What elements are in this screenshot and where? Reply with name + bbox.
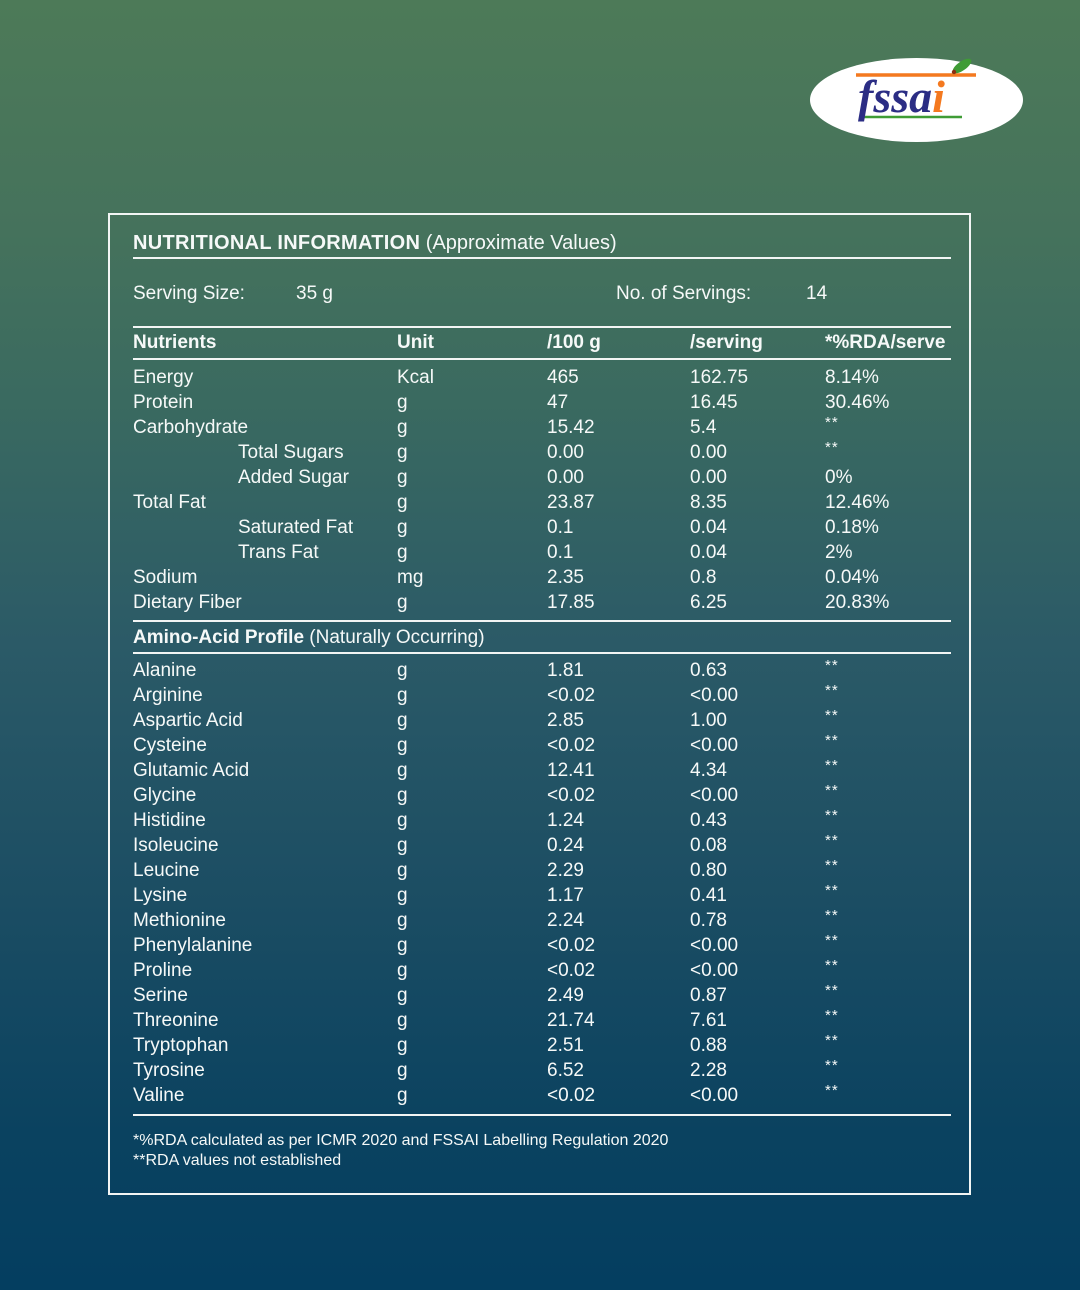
cell-per100: <0.02 [547, 785, 596, 806]
cell-name: Dietary Fiber [133, 592, 242, 613]
cell-per100: <0.02 [547, 735, 596, 756]
cell-unit: mg [397, 567, 424, 588]
cell-name: Leucine [133, 860, 200, 881]
servings-value: 14 [806, 283, 828, 304]
cell-rda: 0.04% [825, 567, 879, 588]
cell-rda: ** [825, 732, 839, 749]
col-header-serving: /serving [690, 332, 763, 353]
cell-rda: ** [825, 1007, 839, 1024]
table-row [133, 590, 951, 615]
cell-per100: 6.52 [547, 1060, 584, 1081]
cell-unit: g [397, 417, 408, 438]
cell-per100: 23.87 [547, 492, 595, 513]
cell-name: Methionine [133, 910, 226, 931]
table-row [133, 365, 951, 390]
table-row [133, 515, 951, 540]
cell-rda: ** [825, 682, 839, 699]
cell-per100: 2.35 [547, 567, 584, 588]
cell-per100: 1.17 [547, 885, 584, 906]
cell-serving: 8.35 [690, 492, 727, 513]
cell-name: Glutamic Acid [133, 760, 250, 781]
cell-unit: g [397, 467, 408, 488]
cell-rda: 0.18% [825, 517, 879, 538]
cell-rda: ** [825, 439, 839, 456]
cell-unit: g [397, 860, 408, 881]
cell-unit: g [397, 785, 408, 806]
cell-unit: g [397, 810, 408, 831]
cell-name: Alanine [133, 660, 197, 681]
serving-info-row [133, 281, 951, 306]
cell-per100: 2.29 [547, 860, 584, 881]
fssai-logo [810, 58, 1023, 142]
cell-unit: g [397, 710, 408, 731]
cell-rda: ** [825, 1082, 839, 1099]
cell-serving: 1.00 [690, 710, 727, 731]
cell-serving: 7.61 [690, 1010, 727, 1031]
cell-unit: g [397, 735, 408, 756]
servings-label: No. of Servings: [616, 283, 752, 304]
cell-name: Glycine [133, 785, 197, 806]
col-header-rda: *%RDA/serve [825, 332, 946, 353]
cell-name: Serine [133, 985, 188, 1006]
cell-serving: <0.00 [690, 785, 739, 806]
cell-name: Aspartic Acid [133, 710, 243, 731]
serving-size-value: 35 g [296, 283, 333, 304]
cell-unit: g [397, 985, 408, 1006]
cell-serving: 4.34 [690, 760, 727, 781]
cell-serving: <0.00 [690, 1085, 739, 1106]
cell-per100: <0.02 [547, 685, 596, 706]
cell-per100: 17.85 [547, 592, 595, 613]
cell-rda: 30.46% [825, 392, 890, 413]
fssai-logo-graphic [810, 58, 1023, 142]
cell-name: Histidine [133, 810, 206, 831]
cell-name: Cysteine [133, 735, 207, 756]
cell-per100: 2.51 [547, 1035, 584, 1056]
cell-per100: 1.24 [547, 810, 584, 831]
cell-name: Energy [133, 367, 194, 388]
cell-unit: g [397, 910, 408, 931]
cell-per100: 0.1 [547, 517, 574, 538]
cell-unit: g [397, 835, 408, 856]
cell-per100: 2.24 [547, 910, 584, 931]
cell-rda: ** [825, 1057, 839, 1074]
cell-unit: g [397, 760, 408, 781]
footnote-rda: *%RDA calculated as per ICMR 2020 and FSSAI Labelling Regulation 2020 [133, 1132, 669, 1149]
cell-per100: 0.24 [547, 835, 584, 856]
cell-name: Phenylalanine [133, 935, 253, 956]
cell-rda: 0% [825, 467, 853, 488]
table-row [133, 540, 951, 565]
cell-unit: g [397, 442, 408, 463]
cell-rda: ** [825, 957, 839, 974]
cell-rda: ** [825, 882, 839, 899]
cell-serving: 5.4 [690, 417, 717, 438]
cell-name: Sodium [133, 567, 198, 588]
cell-serving: 0.41 [690, 885, 727, 906]
cell-serving: 0.00 [690, 467, 727, 488]
cell-serving: 162.75 [690, 367, 749, 388]
cell-serving: 16.45 [690, 392, 738, 413]
cell-per100: 12.41 [547, 760, 595, 781]
cell-per100: 21.74 [547, 1010, 595, 1031]
footnote-not-established: **RDA values not established [133, 1152, 342, 1169]
cell-per100: 0.00 [547, 442, 584, 463]
cell-name: Arginine [133, 685, 203, 706]
cell-serving: <0.00 [690, 960, 739, 981]
cell-rda: 20.83% [825, 592, 890, 613]
cell-rda: ** [825, 782, 839, 799]
cell-serving: 0.80 [690, 860, 727, 881]
cell-per100: 2.85 [547, 710, 584, 731]
divider [133, 358, 951, 360]
cell-unit: g [397, 1035, 408, 1056]
cell-unit: g [397, 392, 408, 413]
cell-rda: ** [825, 832, 839, 849]
cell-rda: ** [825, 857, 839, 874]
cell-name: Threonine [133, 1010, 219, 1031]
cell-name: Trans Fat [238, 542, 319, 563]
serving-size-label: Serving Size: [133, 283, 245, 304]
cell-serving: 0.04 [690, 542, 727, 563]
cell-unit: g [397, 960, 408, 981]
cell-serving: 0.88 [690, 1035, 727, 1056]
cell-serving: 6.25 [690, 592, 727, 613]
panel-title-main: NUTRITIONAL INFORMATION [133, 232, 421, 254]
cell-rda: ** [825, 982, 839, 999]
cell-name: Tryptophan [133, 1035, 229, 1056]
cell-unit: g [397, 592, 408, 613]
cell-name: Lysine [133, 885, 188, 906]
cell-rda: ** [825, 932, 839, 949]
footnotes [133, 1131, 951, 1171]
cell-rda: 12.46% [825, 492, 890, 513]
cell-name: Tyrosine [133, 1060, 205, 1081]
amino-section-header [133, 624, 951, 652]
cell-rda: ** [825, 807, 839, 824]
cell-per100: <0.02 [547, 960, 596, 981]
logo-text-fssa: fssai [858, 71, 945, 122]
cell-rda: ** [825, 657, 839, 674]
table-row [133, 465, 951, 490]
col-header-per100: /100 g [547, 332, 601, 353]
cell-per100: 47 [547, 392, 569, 413]
cell-unit: Kcal [397, 367, 434, 388]
divider [133, 257, 951, 259]
cell-name: Added Sugar [238, 467, 349, 488]
amino-rows [133, 658, 951, 1108]
cell-unit: g [397, 1060, 408, 1081]
cell-rda: 8.14% [825, 367, 879, 388]
divider [133, 620, 951, 622]
cell-name: Total Sugars [238, 442, 344, 463]
cell-name: Proline [133, 960, 193, 981]
nutrition-panel [108, 213, 971, 1195]
cell-per100: 0.00 [547, 467, 584, 488]
cell-per100: <0.02 [547, 1085, 596, 1106]
cell-unit: g [397, 685, 408, 706]
cell-name: Valine [133, 1085, 185, 1106]
table-header-row [133, 328, 951, 358]
cell-per100: 0.1 [547, 542, 574, 563]
cell-serving: <0.00 [690, 935, 739, 956]
cell-name: Total Fat [133, 492, 206, 513]
cell-unit: g [397, 517, 408, 538]
col-header-nutrients: Nutrients [133, 332, 217, 353]
table-row [133, 440, 951, 465]
cell-unit: g [397, 492, 408, 513]
cell-rda: ** [825, 757, 839, 774]
cell-per100: 2.49 [547, 985, 584, 1006]
cell-name: Isoleucine [133, 835, 219, 856]
cell-serving: 0.8 [690, 567, 717, 588]
cell-rda: 2% [825, 542, 853, 563]
cell-unit: g [397, 660, 408, 681]
cell-rda: ** [825, 707, 839, 724]
cell-unit: g [397, 935, 408, 956]
cell-serving: <0.00 [690, 685, 739, 706]
cell-rda: ** [825, 1032, 839, 1049]
cell-serving: 0.04 [690, 517, 727, 538]
table-row [133, 490, 951, 515]
cell-name: Carbohydrate [133, 417, 249, 438]
cell-per100: 465 [547, 367, 579, 388]
col-header-unit: Unit [397, 332, 434, 353]
cell-unit: g [397, 1085, 408, 1106]
cell-serving: 0.78 [690, 910, 727, 931]
cell-serving: 0.63 [690, 660, 727, 681]
table-row [133, 565, 951, 590]
cell-per100: 15.42 [547, 417, 595, 438]
cell-per100: <0.02 [547, 935, 596, 956]
cell-rda: ** [825, 907, 839, 924]
panel-title-suffix: (Approximate Values) [420, 232, 617, 254]
cell-serving: 0.08 [690, 835, 727, 856]
cell-serving: 0.00 [690, 442, 727, 463]
panel-title [133, 230, 951, 256]
cell-unit: g [397, 542, 408, 563]
amino-header-suffix: (Naturally Occurring) [304, 627, 485, 648]
cell-per100: 1.81 [547, 660, 584, 681]
cell-serving: 2.28 [690, 1060, 727, 1081]
cell-unit: g [397, 1010, 408, 1031]
cell-rda: ** [825, 414, 839, 431]
table-row [133, 1083, 951, 1108]
cell-unit: g [397, 885, 408, 906]
nutrient-rows [133, 365, 951, 615]
divider [133, 1114, 951, 1116]
amino-header-main: Amino-Acid Profile [133, 627, 305, 648]
cell-serving: <0.00 [690, 735, 739, 756]
cell-name: Saturated Fat [238, 517, 354, 538]
cell-serving: 0.87 [690, 985, 727, 1006]
cell-name: Protein [133, 392, 194, 413]
cell-serving: 0.43 [690, 810, 727, 831]
